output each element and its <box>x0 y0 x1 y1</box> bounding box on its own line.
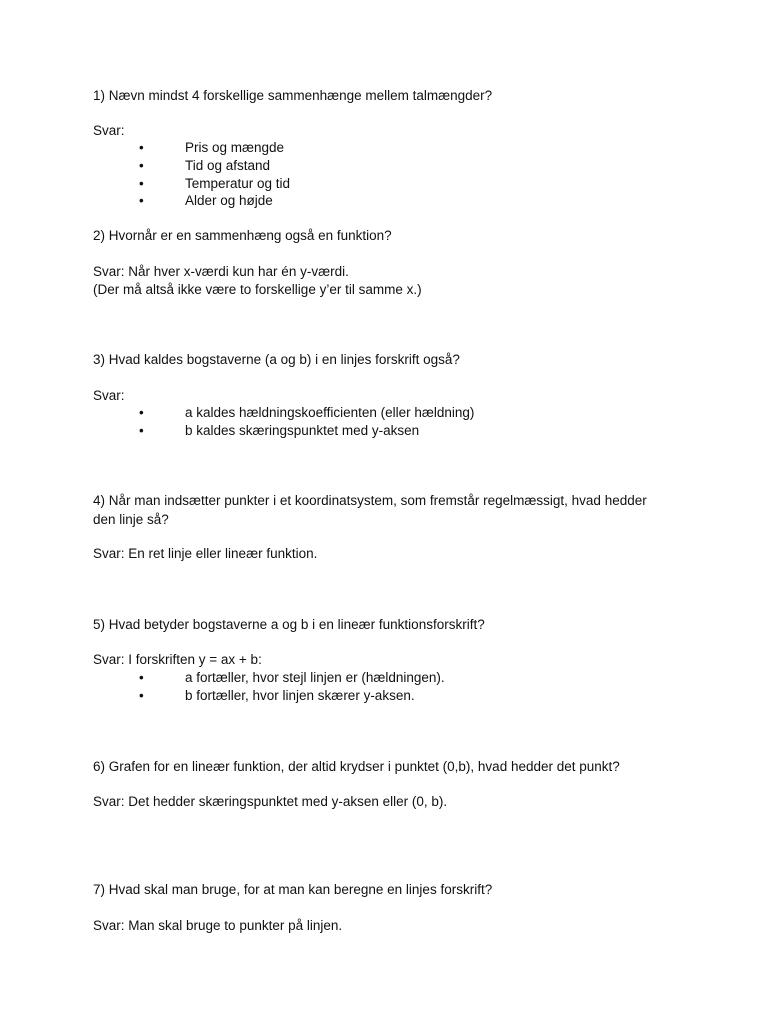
answer-1-label: Svar: <box>93 123 125 138</box>
answer-5-item-2: b fortæller, hvor linjen skærer y-aksen. <box>185 688 415 703</box>
answer-2-line-1: Svar: Når hver x-værdi kun har én y-værdi. <box>93 264 349 279</box>
answer-1-item-1: Pris og mængde <box>185 140 285 155</box>
bullet-icon: • <box>139 193 144 208</box>
question-1: 1) Nævn mindst 4 forskellige sammenhænge mellem talmængder? <box>93 88 493 103</box>
answer-4: Svar: En ret linje eller lineær funktion. <box>93 546 318 561</box>
question-6: 6) Grafen for en lineær funktion, der altid krydser i punktet (0,b), hvad hedder det punkt? <box>93 759 620 774</box>
question-4-line-2: den linje så? <box>93 512 169 527</box>
answer-3-item-2: b kaldes skæringspunktet med y-aksen <box>185 423 420 438</box>
question-2: 2) Hvornår er en sammenhæng også en funktion? <box>93 228 392 243</box>
question-3: 3) Hvad kaldes bogstaverne (a og b) i en linjes forskrift også? <box>93 352 460 367</box>
bullet-icon: • <box>139 140 144 155</box>
answer-1-item-2: Tid og afstand <box>185 158 271 173</box>
answer-5-label: Svar: I forskriften y = ax + b: <box>93 652 262 667</box>
question-5: 5) Hvad betyder bogstaverne a og b i en lineær funktionsforskrift? <box>93 617 485 632</box>
answer-6: Svar: Det hedder skæringspunktet med y-aksen eller (0, b). <box>93 794 448 809</box>
answer-1-item-4: Alder og højde <box>185 193 273 208</box>
question-4-line-1: 4) Når man indsætter punkter i et koordinatsystem, som fremstår regelmæssigt, hvad hedder <box>93 493 647 508</box>
answer-3-label: Svar: <box>93 388 125 403</box>
bullet-icon: • <box>139 688 144 703</box>
answer-3-item-1: a kaldes hældningskoefficienten (eller hældning) <box>185 405 475 420</box>
answer-1-item-3: Temperatur og tid <box>185 176 291 191</box>
question-7: 7) Hvad skal man bruge, for at man kan beregne en linjes forskrift? <box>93 882 493 897</box>
answer-5-item-1: a fortæller, hvor stejl linjen er (hældningen). <box>185 670 445 685</box>
bullet-icon: • <box>139 158 144 173</box>
bullet-icon: • <box>139 405 144 420</box>
answer-7: Svar: Man skal bruge to punkter på linjen. <box>93 918 343 933</box>
bullet-icon: • <box>139 176 144 191</box>
bullet-icon: • <box>139 423 144 438</box>
answer-2-line-2: (Der må altså ikke være to forskellige y’er til samme x.) <box>93 282 422 297</box>
bullet-icon: • <box>139 670 144 685</box>
